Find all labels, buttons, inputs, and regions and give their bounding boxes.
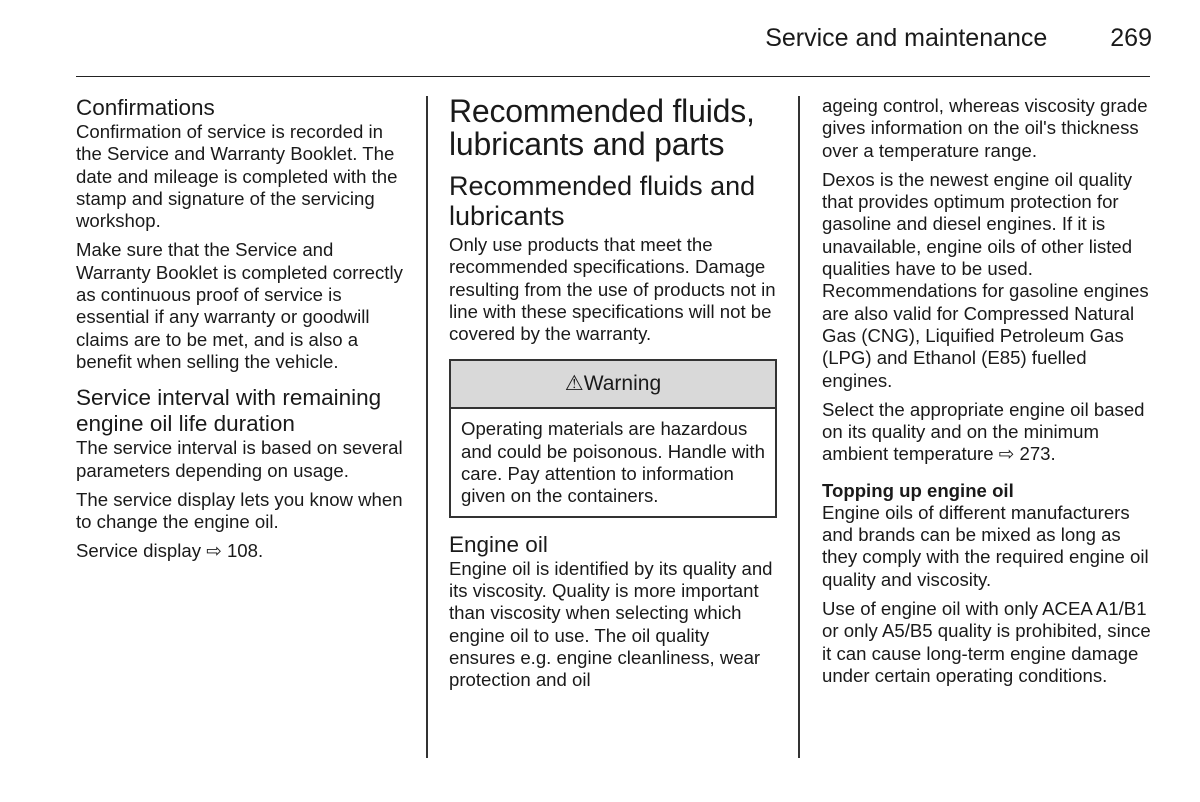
topping-up-heading: Topping up engine oil bbox=[822, 479, 1014, 501]
warning-triangle-icon: ⚠ bbox=[564, 372, 584, 396]
warning-box bbox=[449, 359, 777, 517]
column-divider bbox=[426, 96, 428, 758]
header-rule bbox=[76, 76, 1150, 77]
confirmations-paragraph: Confirmation of service is recorded in the Service and Warranty Booklet. The date and mileage is completed with the stamp and signature of the servicing workshop. bbox=[76, 121, 398, 232]
column-3 bbox=[822, 95, 1154, 694]
intro-paragraph: Only use products that meet the recommended specifications. Damage resulting from the use of products not in line with these specifications will not be covered by the warranty. bbox=[449, 234, 776, 345]
warning-body bbox=[451, 409, 775, 515]
topping-up-paragraph: Engine oils of different manufacturers and brands can be mixed as long as they comply with the required engine oil quality and viscosity. bbox=[822, 501, 1149, 590]
column-2 bbox=[449, 95, 779, 698]
confirmations-paragraph: Make sure that the Service and Warranty Booklet is completed correctly as continuous proof of service is essential if any warranty or goodwill claims are to be met, and is also a benefit when selling the vehicle. bbox=[76, 239, 403, 372]
section-heading: Recommended fluids and lubricants bbox=[449, 171, 756, 231]
warning-title: Warning bbox=[583, 372, 662, 396]
service-interval-heading: Service interval with remaining engine oil life duration bbox=[76, 385, 382, 437]
service-interval-paragraph: The service display lets you know when to change the engine oil. bbox=[76, 488, 403, 533]
column-1 bbox=[76, 95, 412, 570]
page-number: 269 bbox=[1110, 24, 1152, 52]
confirmations-heading: Confirmations bbox=[76, 95, 215, 120]
dexos-paragraph: Dexos is the newest engine oil quality that provides optimum protection for gasoline and diesel engines. If it is unavailable, engine oils of other listed qualities have to be used. Recommendations for gasoline engines are also valid for Compressed Natural Gas (CNG), Liquified Petroleum Gas (LPG) and Ethanol (E85) fuelled engines. bbox=[822, 168, 1149, 391]
column-divider bbox=[798, 96, 800, 758]
section-title: Service and maintenance bbox=[765, 24, 1048, 52]
chapter-title: Recommended fluids, lubricants and parts bbox=[449, 93, 755, 162]
viscosity-paragraph: ageing control, whereas viscosity grade gives information on the oil's thickness over a temperature range. bbox=[822, 95, 1148, 161]
service-interval-paragraph: The service interval is based on several parameters depending on usage. bbox=[76, 437, 403, 481]
engine-oil-paragraph: Engine oil is identified by its quality and its viscosity. Quality is more important than viscosity when selecting which engine oil to use. The oil quality ensures e.g. engine cleanliness, wear protection and oil bbox=[449, 557, 773, 691]
acea-paragraph: Use of engine oil with only ACEA A1/B1 or only A5/B5 quality is prohibited, since it can cause long-term engine damage under certain operating conditions. bbox=[822, 597, 1151, 686]
select-oil-paragraph[interactable]: Select the appropriate engine oil based on its quality and on the minimum ambient temperature ⇨ 273. bbox=[822, 398, 1145, 465]
engine-oil-heading: Engine oil bbox=[449, 531, 548, 557]
warning-header bbox=[451, 361, 775, 409]
page-header bbox=[765, 24, 1152, 53]
service-display-reference[interactable]: Service display ⇨ 108. bbox=[76, 540, 264, 562]
warning-text: Operating materials are hazardous and could be poisonous. Handle with care. Pay attention to information given on the containers. bbox=[461, 418, 765, 507]
